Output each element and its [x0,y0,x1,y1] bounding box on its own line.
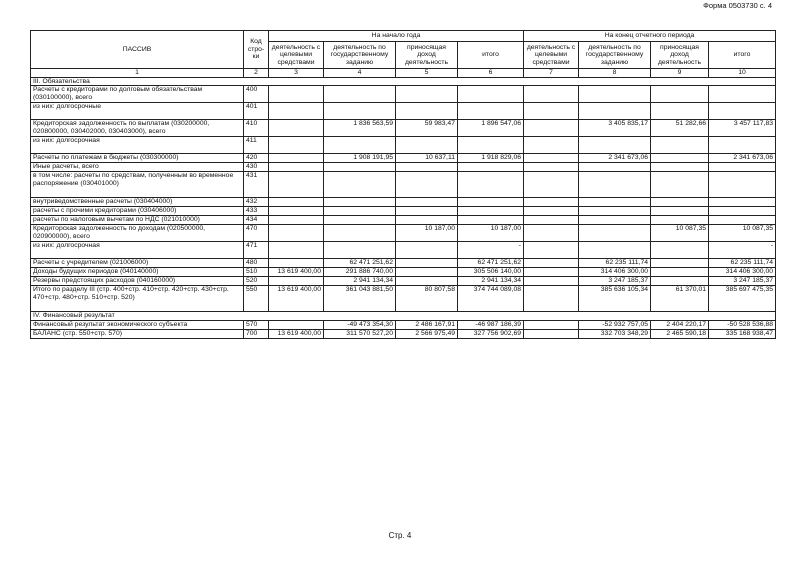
value-cell [709,163,776,172]
value-cell [579,86,651,103]
value-cell: 385 697 475,35 [709,286,776,312]
value-cell: -50 528 536,88 [709,321,776,330]
value-cell [458,163,524,172]
value-cell: -46 987 186,39 [458,321,524,330]
value-cell [524,259,579,268]
value-cell [269,172,324,198]
value-cell [396,268,458,277]
value-cell [458,198,524,207]
value-cell [579,198,651,207]
value-cell: 374 744 089,08 [458,286,524,312]
value-cell [396,86,458,103]
value-cell [269,163,324,172]
value-cell: 2 465 590,18 [651,330,709,339]
value-cell: 10 637,11 [396,154,458,163]
value-cell [269,120,324,137]
value-cell [269,259,324,268]
row-code: 520 [244,277,269,286]
row-code: 410 [244,120,269,137]
row-label: Расчеты по платежам в бюджеты (030300000) [31,154,244,163]
value-cell [709,216,776,225]
value-cell: 361 043 881,50 [324,286,396,312]
value-cell: 13 619 400,00 [269,330,324,339]
form-number: Форма 0503730 с. 4 [703,1,772,10]
value-cell [396,259,458,268]
value-cell [324,198,396,207]
value-cell: 10 087,35 [709,225,776,242]
value-cell [396,216,458,225]
column-index: 6 [458,69,524,78]
value-cell [579,172,651,198]
row-label: из них: долгосрочная [31,137,244,154]
value-cell [269,242,324,259]
table-row [31,207,776,216]
value-cell: 51 282,66 [651,120,709,137]
value-cell [579,137,651,154]
value-cell [524,286,579,312]
value-cell: 10 187,00 [396,225,458,242]
header-code: Код стро-ки [244,31,269,69]
table-row [31,86,776,103]
table-row [31,259,776,268]
value-cell [524,103,579,120]
value-cell [396,163,458,172]
value-cell: -49 473 354,30 [324,321,396,330]
value-cell [269,103,324,120]
value-cell [524,216,579,225]
value-cell: 3 457 117,83 [709,120,776,137]
value-cell [579,207,651,216]
value-cell [524,154,579,163]
value-cell [269,225,324,242]
row-label: Иные расчеты, всего [31,163,244,172]
value-cell [709,103,776,120]
value-cell [324,137,396,154]
value-cell [458,137,524,154]
value-cell [324,103,396,120]
value-cell [324,172,396,198]
row-label: Кредиторская задолженность по доходам (020500000, 020900000), всего [31,225,244,242]
table-row [31,225,776,242]
value-cell: 80 807,58 [396,286,458,312]
value-cell [324,225,396,242]
table-row [31,277,776,286]
value-cell [651,103,709,120]
value-cell: 1 836 563,59 [324,120,396,137]
value-cell [709,86,776,103]
value-cell [651,259,709,268]
value-cell [458,103,524,120]
value-cell: 3 405 835,17 [579,120,651,137]
value-cell: 291 886 740,00 [324,268,396,277]
value-cell [324,86,396,103]
value-cell [651,207,709,216]
value-cell [651,172,709,198]
value-cell [269,321,324,330]
row-code: 431 [244,172,269,198]
value-cell [579,216,651,225]
value-cell [579,242,651,259]
row-label: Расчеты с учредителем (021006000) [31,259,244,268]
page-number: Стр. 4 [388,531,412,540]
row-label: Расчеты с кредиторами по долговым обязательствам (030100000), всего [31,86,244,103]
value-cell: 1 908 191,95 [324,154,396,163]
value-cell [396,277,458,286]
value-cell [579,103,651,120]
value-cell [524,198,579,207]
column-index: 7 [524,69,579,78]
row-code: 434 [244,216,269,225]
value-cell [709,172,776,198]
value-cell [524,120,579,137]
value-cell [458,216,524,225]
column-index-row [31,69,776,78]
value-cell [324,216,396,225]
row-code: 420 [244,154,269,163]
row-label: Доходы будущих периодов (040140000) [31,268,244,277]
row-label: расчеты по налоговым вычетам по НДС (021010000) [31,216,244,225]
table-row [31,172,776,198]
value-cell: 61 370,01 [651,286,709,312]
value-cell [524,163,579,172]
value-cell: 2 566 975,49 [396,330,458,339]
value-cell [651,242,709,259]
value-cell: 1 896 547,06 [458,120,524,137]
value-cell [324,163,396,172]
value-cell [709,137,776,154]
table-row [31,268,776,277]
value-cell [524,330,579,339]
header-end-period: На конец отчетного периода [524,31,776,42]
value-cell [396,172,458,198]
header-passive: ПАССИВ [31,31,244,69]
row-label: расчеты с прочими кредиторами (030406000) [31,207,244,216]
column-index: 9 [651,69,709,78]
subheader-state-task-start: деятельность по государственному заданию [324,42,396,69]
value-cell [579,163,651,172]
value-cell [524,268,579,277]
value-cell: 311 570 527,20 [324,330,396,339]
column-index: 2 [244,69,269,78]
value-cell [269,198,324,207]
value-cell: 305 506 140,00 [458,268,524,277]
value-cell [524,225,579,242]
row-label: БАЛАНС (стр. 550+стр. 570) [31,330,244,339]
column-index: 5 [396,69,458,78]
value-cell [524,86,579,103]
value-cell [269,207,324,216]
value-cell: 62 235 111,74 [579,259,651,268]
value-cell: 59 983,47 [396,120,458,137]
value-cell [458,207,524,216]
row-label: Итого по разделу III (стр. 400+стр. 410+стр. 420+стр. 430+стр. 470+стр. 480+стр. 510+стр. 520) [31,286,244,312]
value-cell [269,216,324,225]
value-cell: 2 941 134,34 [324,277,396,286]
value-cell [524,137,579,154]
subheader-target-start: деятельность с целевыми средствами [269,42,324,69]
table-row [31,103,776,120]
subheader-total-end: итого [709,42,776,69]
value-cell [651,154,709,163]
value-cell [651,216,709,225]
table-row [31,198,776,207]
row-label: Резервы предстоящих расходов (040160000) [31,277,244,286]
value-cell: 335 168 938,47 [709,330,776,339]
subheader-target-end: деятельность с целевыми средствами [524,42,579,69]
subheader-state-task-end: деятельность по государственному заданию [579,42,651,69]
row-code: 432 [244,198,269,207]
table-body [31,77,776,339]
value-cell: 62 235 111,74 [709,259,776,268]
value-cell: 332 703 348,29 [579,330,651,339]
value-cell: 10 187,00 [458,225,524,242]
subheader-total-start: итого [458,42,524,69]
table-row [31,330,776,339]
row-label: внутриведомственные расчеты (030404000) [31,198,244,207]
value-cell: 327 756 902,69 [458,330,524,339]
value-cell [324,242,396,259]
table-row [31,242,776,259]
value-cell [579,225,651,242]
value-cell [324,207,396,216]
column-index: 4 [324,69,396,78]
value-cell [524,321,579,330]
section-title: III. Обязательства [31,77,776,86]
column-index: 10 [709,69,776,78]
row-label: из них: долгосрочные [31,103,244,120]
value-cell [651,163,709,172]
value-cell [651,86,709,103]
value-cell: 314 406 300,00 [579,268,651,277]
row-label: Финансовый результат экономического субъекта [31,321,244,330]
subheader-income-start: приносящая доход деятельность [396,42,458,69]
value-cell [524,277,579,286]
table-row [31,120,776,137]
table-row [31,286,776,312]
value-cell [396,198,458,207]
row-code: 550 [244,286,269,312]
value-cell: - [709,242,776,259]
row-code: 570 [244,321,269,330]
value-cell: 1 918 829,06 [458,154,524,163]
value-cell [396,103,458,120]
value-cell [651,277,709,286]
value-cell [269,137,324,154]
section-title: IV. Финансовый результат [31,312,776,321]
value-cell [458,172,524,198]
value-cell [524,207,579,216]
row-code: 401 [244,103,269,120]
value-cell [269,86,324,103]
passive-table [30,30,776,339]
table-row [31,163,776,172]
row-label: из них: долгосрочная [31,242,244,259]
value-cell [651,198,709,207]
value-cell: 3 247 185,37 [709,277,776,286]
row-code: 411 [244,137,269,154]
row-code: 700 [244,330,269,339]
value-cell [458,86,524,103]
row-code: 471 [244,242,269,259]
value-cell [709,198,776,207]
value-cell [396,137,458,154]
value-cell: 62 471 251,62 [324,259,396,268]
value-cell: 2 941 134,34 [458,277,524,286]
value-cell [396,242,458,259]
value-cell: 2 341 673,06 [579,154,651,163]
table-row [31,154,776,163]
value-cell [269,154,324,163]
header-start-period: На начало года [269,31,524,42]
value-cell: 3 247 185,37 [579,277,651,286]
value-cell: -52 932 757,05 [579,321,651,330]
value-cell [709,207,776,216]
value-cell [524,242,579,259]
table-row [31,216,776,225]
value-cell: 13 619 400,00 [269,268,324,277]
value-cell [396,207,458,216]
value-cell [269,277,324,286]
section-row [31,312,776,321]
row-label: в том числе: расчеты по средствам, полученным во временное распоряжение (030401000) [31,172,244,198]
row-code: 433 [244,207,269,216]
row-code: 430 [244,163,269,172]
value-cell [651,268,709,277]
table-row [31,137,776,154]
column-index: 3 [269,69,324,78]
value-cell: 13 619 400,00 [269,286,324,312]
section-row [31,77,776,86]
value-cell: 62 471 251,62 [458,259,524,268]
value-cell: 2 404 220,17 [651,321,709,330]
value-cell: 314 406 300,00 [709,268,776,277]
value-cell: 10 087,35 [651,225,709,242]
value-cell: 385 636 105,34 [579,286,651,312]
value-cell [524,172,579,198]
row-code: 480 [244,259,269,268]
value-cell: 2 486 167,91 [396,321,458,330]
row-code: 510 [244,268,269,277]
value-cell: 2 341 673,06 [709,154,776,163]
row-code: 470 [244,225,269,242]
value-cell: - [458,242,524,259]
row-label: Кредиторская задолженность по выплатам (030200000, 020800000, 030402000, 030403000), всего [31,120,244,137]
subheader-income-end: приносящая доход деятельность [651,42,709,69]
column-index: 8 [579,69,651,78]
table-row [31,321,776,330]
value-cell [651,137,709,154]
row-code: 400 [244,86,269,103]
column-index: 1 [31,69,244,78]
